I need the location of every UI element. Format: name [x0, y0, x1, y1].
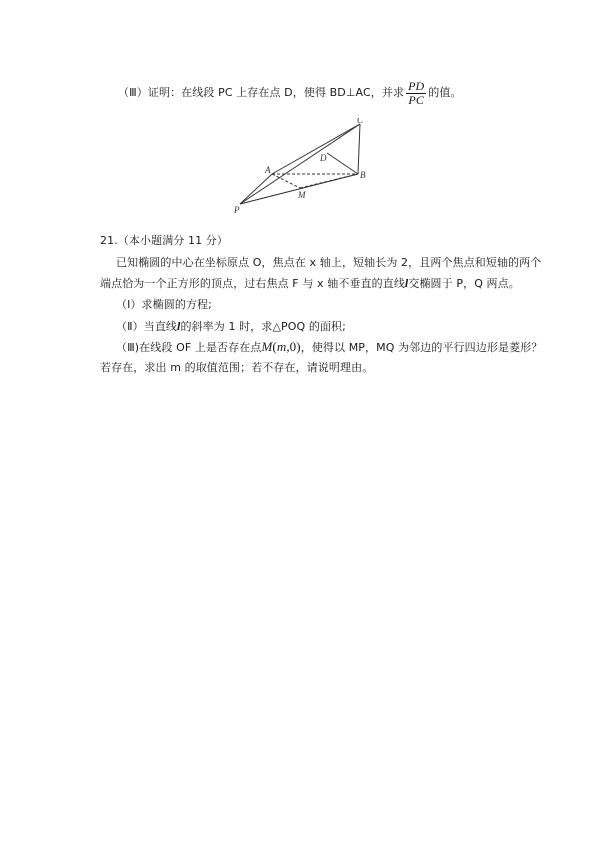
q21-part2-a: （Ⅱ）当直线 [116, 320, 178, 333]
q21-part3-a: （Ⅲ)在线段 OF 上是否存在点 [116, 341, 262, 354]
q20-part3-prefix: （Ⅲ）证明：在线段 PC 上存在点 D，使得 BD⊥AC，并求 [118, 86, 405, 99]
q21-part3-b: ，使得以 MP，MQ 为邻边的平行四边形是菱形？ [300, 341, 543, 354]
label-M: M [298, 190, 306, 200]
edge-BD [327, 153, 358, 174]
q20-part3-suffix: 的值。 [428, 86, 462, 99]
q21-stem-line2-b: 交椭圆于 P，Q 两点。 [408, 277, 520, 290]
paren-close: ) [296, 339, 301, 354]
line-l-symbol: l [404, 276, 409, 290]
line-l-symbol: l [177, 319, 181, 333]
paren-open: ( [272, 339, 277, 354]
pd-over-pc-fraction [406, 80, 426, 107]
q21-part2 [116, 318, 346, 335]
m-symbol: m [276, 339, 287, 354]
pyramid-figure [232, 118, 372, 218]
edge-AM-hidden [272, 174, 300, 188]
label-C: C [357, 118, 364, 125]
q21-heading: 21.（本小题满分 11 分） [100, 234, 228, 247]
q21-stem-line2-a: 端点恰为一个正方形的顶点，过右焦点 F 与 x 轴不垂直的直线 [100, 277, 405, 290]
label-P: P [234, 205, 240, 215]
label-B: B [360, 170, 366, 180]
fraction-numerator: PD [408, 78, 425, 93]
q20-part3-line [118, 78, 462, 108]
q21-part2-b: 的斜率为 1 时，求△POQ 的面积; [180, 320, 346, 333]
point-M-symbol: M [261, 339, 273, 354]
q21-stem-line2 [100, 275, 520, 292]
q21-part3-line2: 若存在，求出 m 的取值范围；若不存在，请说明理由。 [100, 361, 374, 374]
label-A: A [265, 165, 271, 175]
q21-part1: （Ⅰ）求椭圆的方程; [116, 298, 212, 311]
label-D: D [320, 153, 327, 163]
q21-part3 [116, 339, 542, 356]
fraction-denominator: PC [408, 92, 424, 107]
coord-separator: ,0 [286, 339, 297, 354]
q21-stem-line1: 已知椭圆的中心在坐标原点 O，焦点在 x 轴上，短轴长为 2，且两个焦点和短轴的两个 [116, 256, 542, 269]
edge-CB [358, 124, 360, 174]
